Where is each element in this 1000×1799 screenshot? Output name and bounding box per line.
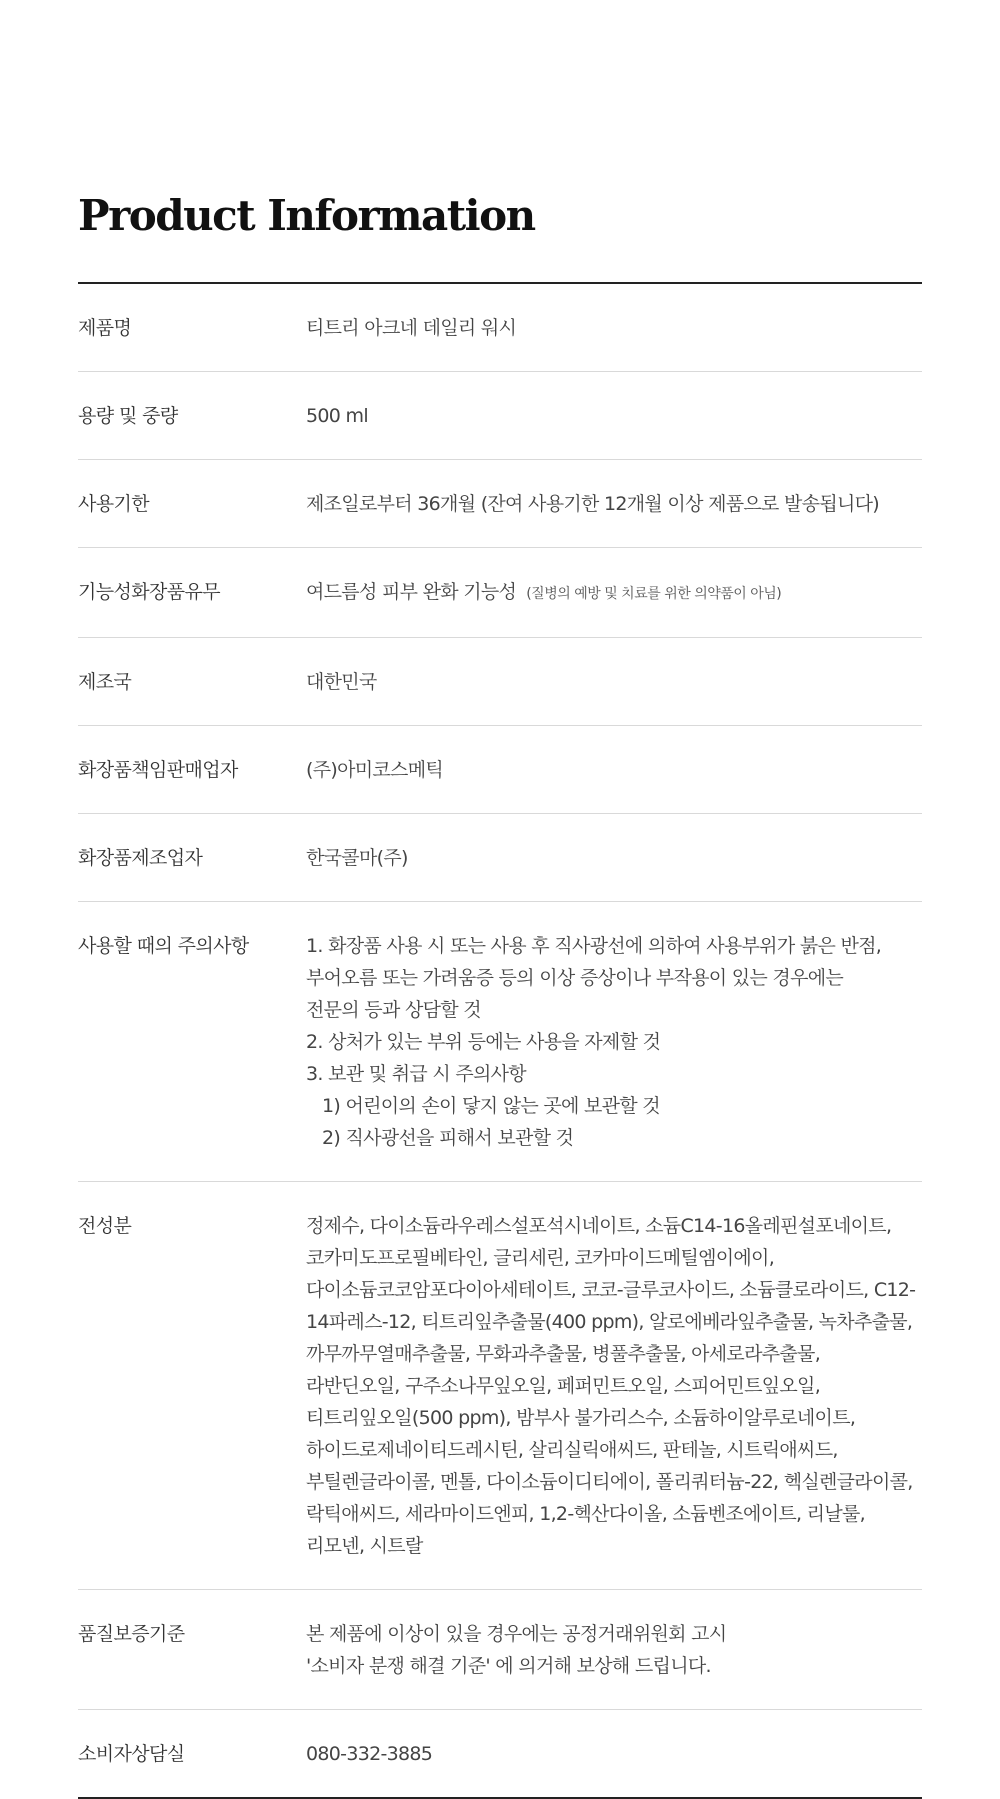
- row-consumer-contact: [78, 1710, 922, 1797]
- row-quality-standard: [78, 1590, 922, 1710]
- row-value: [306, 930, 922, 1154]
- precaution-line: 부어오름 또는 가려움증 등의 이상 증상이나 부작용이 있는 경우에는: [306, 967, 844, 989]
- row-expiration: [78, 460, 922, 548]
- quality-line: '소비자 분쟁 해결 기준' 에 의거해 보상해 드립니다.: [306, 1655, 711, 1677]
- row-value: 제조일로부터 36개월 (잔여 사용기한 12개월 이상 제품으로 발송됩니다): [306, 493, 880, 515]
- row-label: 제품명: [78, 317, 132, 339]
- precaution-line: 1. 화장품 사용 시 또는 사용 후 직사광선에 의하여 사용부위가 붉은 반점,: [306, 935, 882, 957]
- row-value: [306, 576, 922, 610]
- row-label: 사용기한: [78, 493, 150, 515]
- row-value: 한국콜마(주): [306, 847, 408, 869]
- row-origin: [78, 638, 922, 726]
- row-precautions: [78, 902, 922, 1182]
- row-functional-cosmetic: [78, 548, 922, 638]
- row-label: 화장품책임판매업자: [78, 759, 238, 781]
- row-ingredients: [78, 1182, 922, 1590]
- product-info-table: [78, 282, 922, 1799]
- row-label: 화장품제조업자: [78, 847, 203, 869]
- row-product-name: [78, 284, 922, 372]
- row-seller: [78, 726, 922, 814]
- row-capacity: [78, 372, 922, 460]
- row-label: 전성분: [78, 1215, 132, 1237]
- precaution-line: 2. 상처가 있는 부위 등에는 사용을 자제할 것: [306, 1031, 661, 1053]
- row-value: 500 ml: [306, 405, 368, 427]
- row-value: [306, 1210, 922, 1562]
- ingredients-text: 정제수, 다이소듐라우레스설포석시네이트, 소듐C14-16올레핀설포네이트, 코카미도프로필베타인, 글리세린, 코카마이드메틸엠이에이, 다이소듐코코암포다이아세테이트, 코코-글루코사이드, 소듐클로라이드, C12-14파레스-12, 티트리잎추출물(400 ppm), 알로에베라잎추출물, 녹차추출물, 까무까무열매추출물, 무화과추출물, 병풀추출물, 아세로라추출물, 라반딘오일, 구주소나무잎오일, 페퍼민트오일, 스피어민트잎오일, 티트리잎오일(500 ppm), 밤부사 불가리스수, 소듐하이알루로네이트, 하이드로제네이티드레시틴, 살리실릭애씨드, 판테놀, 시트릭애씨드, 부틸렌글라이콜, 멘톨, 다이소듐이디티에이, 폴리쿼터늄-22, 헥실렌글라이콜, 락틱애씨드, 세라마이드엔피, 1,2-헥산다이올, 소듐벤조에이트, 리날룰, 리모넨, 시트랄: [306, 1215, 916, 1557]
- functional-value: 여드름성 피부 완화 기능성: [306, 581, 517, 603]
- precaution-line: 전문의 등과 상담할 것: [306, 999, 481, 1021]
- precaution-line: 3. 보관 및 취급 시 주의사항: [306, 1063, 526, 1085]
- row-value: (주)아미코스메틱: [306, 759, 444, 781]
- functional-note: (질병의 예방 및 치료를 위한 의약품이 아님): [526, 586, 782, 602]
- quality-line: 본 제품에 이상이 있을 경우에는 공정거래위원회 고시: [306, 1623, 727, 1645]
- row-value: [306, 1618, 922, 1682]
- row-manufacturer: [78, 814, 922, 902]
- precaution-line: 1) 어린이의 손이 닿지 않는 곳에 보관할 것: [322, 1095, 660, 1117]
- row-label: 제조국: [78, 671, 132, 693]
- row-value: 티트리 아크네 데일리 워시: [306, 317, 517, 339]
- row-label: 용량 및 중량: [78, 405, 178, 427]
- row-label: 품질보증기준: [78, 1623, 185, 1645]
- row-label: 소비자상담실: [78, 1743, 185, 1765]
- page-title: Product Information: [78, 191, 535, 240]
- row-label: 사용할 때의 주의사항: [78, 935, 249, 957]
- precaution-line: 2) 직사광선을 피해서 보관할 것: [322, 1127, 574, 1149]
- row-value: 대한민국: [306, 671, 377, 693]
- row-value: 080-332-3885: [306, 1743, 433, 1765]
- row-label: 기능성화장품유무: [78, 581, 221, 603]
